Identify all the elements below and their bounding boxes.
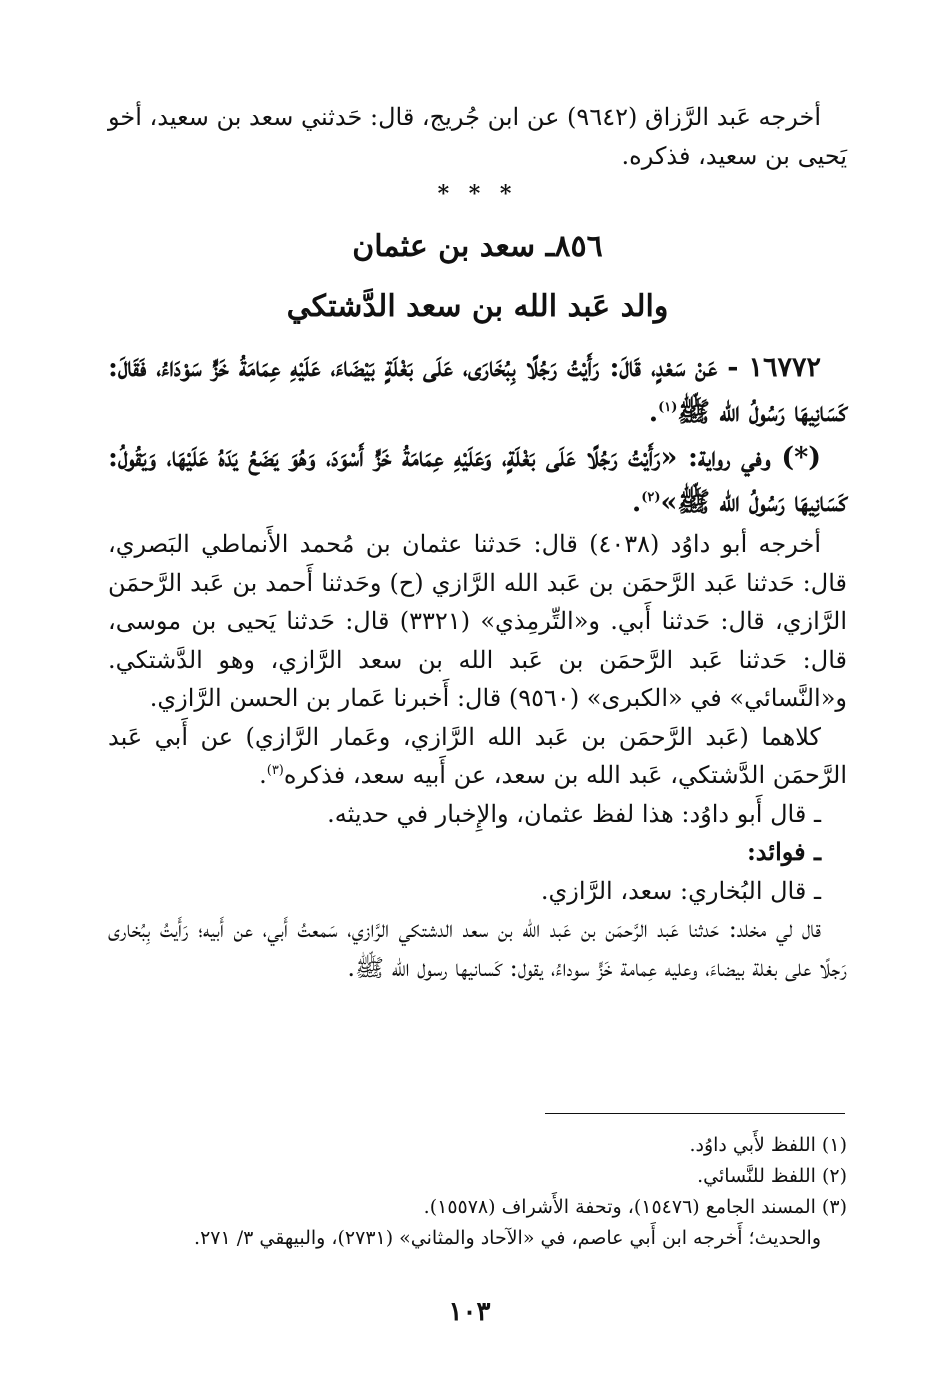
page-number: ١٠٣ [448,1297,491,1327]
chains-paragraph [108,718,847,795]
chapter-heading: ٨٥٦ـ سعد بن عثمان [352,229,603,264]
footnotes [108,1130,847,1254]
footnote-divider [545,1113,845,1114]
chains-text: كلاهما (عَبد الرَّحمَن بن عَبد الله الرَّازي، وعَمار الرَّازي) عن أَبي عَبد الرَّحمَن الدَّشتكي، عَبد الله بن سعد، عن أَبيه سعد، فذكره [108,722,847,789]
fawaid-heading: ـ فوائد: [746,837,821,866]
abu-dawud-note: ـ قال أَبو داوُد: هذا لفظ عثمان، والإِخبار في حديثه. [327,799,821,828]
footnote-3: (٣) المسند الجامع (١٥٤٧٦)، وتحفة الأَشراف (١٥٥٧٨). [423,1196,847,1218]
bukhari-note: ـ قال البُخاري: سعد، الرَّازي. [540,876,821,905]
makhlad-paragraph: قال لي مخلد: حَدثنا عَبد الرَّحمَن بن عَبد الله بن سعد الدشتكي الرَّازي، سَمعتُ أَبي، عن أَبيه؛ رَأَيتُ بِبُخارى رَجلًا على بغلة بيضاءَ، وعليه عِمامة خَزٍّ سوداءُ، يقول: كَسانيها رسول الله ﷺ. [108,915,847,982]
footnote-1: (١) اللفظ لأَبي داوُد. [689,1134,847,1156]
chains-end: . [259,761,267,789]
footnote-ref-2[interactable]: (٢) [641,490,661,505]
hadith-variant-end: . [631,487,642,518]
hadith-variant-paragraph [108,435,847,525]
hadith-variant-text: (*) وفي رواية: «رَأَيْتُ رَجُلًا عَلَى بَغْلَةٍ، وَعَلَيْهِ عِمَامَةُ خَزٍّ أَسْوَدَ، وَهُوَ يَضَعُ يَدَهُ عَلَيْهَا، وَيَقُولُ: كَسَانِيهَا رَسُولُ الله ﷺ» [108,442,847,518]
footnote-3-continuation: والحديث؛ أَخرجه ابن أَبي عاصم، في «الآحاد والمثاني» (٢٧٣١)، والبيهقي ٣/ ٢٧١. [194,1227,821,1249]
main-text [108,98,847,987]
intro-paragraph: أخرجه عَبد الرَّزاق (٩٦٤٢) عن ابن جُريج، قال: حَدثني سعد بن سعيد، أخو يَحيى بن سعيد، فذكره. [108,103,847,170]
hadith-end: . [648,397,659,428]
footnote-2: (٢) اللفظ للنَّسائي. [697,1165,847,1187]
chapter-subheading: والد عَبد الله بن سعد الدَّشتكي [286,289,669,324]
footnote-ref-3[interactable]: (٣) [266,763,284,778]
hadith-paragraph [108,345,847,435]
takhrij-paragraph: أخرجه أبو داوُد (٤٠٣٨) قال: حَدثنا عثمان بن مُحمد الأَنماطي البَصري، قال: حَدثنا عَبد الرَّحمَن بن عَبد الله الرَّازي (ح) وحَدثنا أَحمد بن عَبد الرَّحمَن الرَّازي، قال: حَدثنا أَبي. و«التِّرمِذي» (٣٣٢١) قال: حَدثنا يَحيى بن موسى، قال: حَدثنا عَبد الرَّحمَن بن عَبد الله بن سعد الرَّازي، وهو الدَّشتكي. و«النَّسائي» في «الكبرى» (٩٥٦٠) قال: أَخبرنا عَمار بن الحسن الرَّازي. [108,530,848,712]
footnote-ref-1[interactable]: (١) [658,400,678,415]
section-separator: * * * [437,181,518,207]
hadith-text: ١٦٧٧٢ - عَنْ سَعْدٍ، قَالَ: رَأَيْتُ رَجُلًا بِبُخَارَى، عَلَى بَغْلَةٍ بَيْضَاءَ، عَلَيْهِ عِمَامَةُ خَزٍّ سَوْدَاءُ، فَقَالَ: كَسَانِيهَا رَسُولُ الله ﷺ [108,352,847,428]
